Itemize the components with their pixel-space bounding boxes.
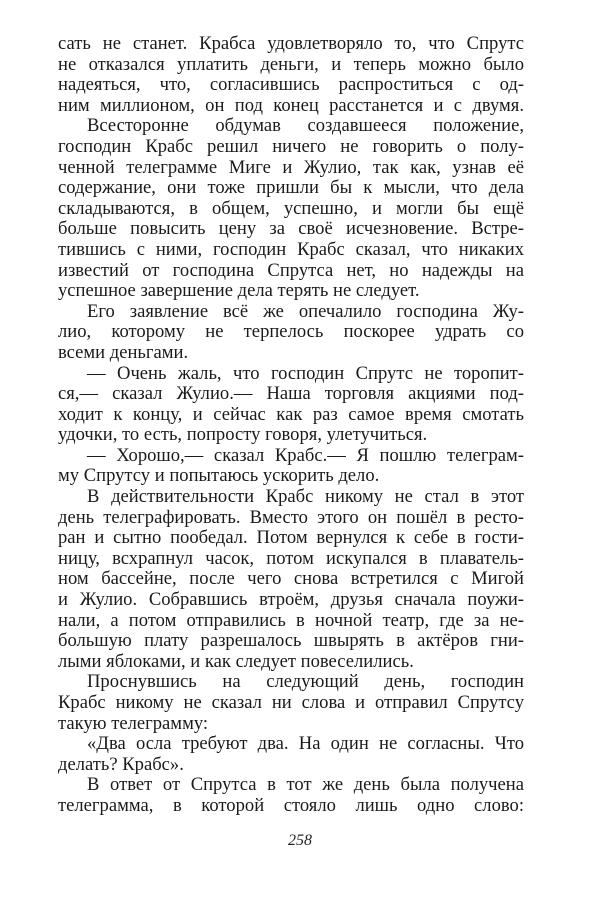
text-line: Всесторонне обдумав создавшееся положение, — [87, 115, 524, 137]
text-line: день телеграфировать. Вместо этого он пошёл в ресто- — [58, 506, 524, 528]
text-line: Его заявление всё же опечалило господина Жу- — [87, 300, 524, 322]
text-line: — Хорошо,— сказал Крабс.— Я пошлю телеграм- — [87, 444, 524, 466]
text-line: — Очень жаль, что господин Спрутс не торопит- — [87, 362, 524, 384]
text-line: больше повысить цену за своё исчезновение. Встре- — [58, 218, 524, 240]
text-line: ся,— сказал Жулио.— Наша торговля акциями под- — [58, 383, 524, 405]
text-line: В действительности Крабс никому не стал в этот — [87, 486, 524, 508]
text-line: успешное завершение дела терять не следует. — [58, 280, 420, 302]
text-line: ченной телеграмме Миге и Жулио, так как, узнав её — [58, 156, 524, 178]
text-line: «Два осла требуют два. На один не согласны. Что — [87, 733, 524, 755]
text-line: Проснувшись на следующий день, господин — [87, 671, 524, 693]
text-line: большую плату разрешалось швырять в актёров гни- — [58, 630, 524, 652]
text-line: ном бассейне, после чего снова встретился с Мигой — [58, 568, 524, 590]
text-line: всеми деньгами. — [58, 341, 189, 363]
page-body-text — [58, 34, 524, 817]
text-line: ницу, всхрапнул часок, потом искупался в плаватель- — [58, 547, 524, 569]
text-line: известий от господина Спрутса нет, но надежды на — [58, 259, 524, 281]
text-line: Крабс никому не сказал ни слова и отправил Спрутсу — [58, 692, 524, 713]
text-line: лио, которому не терпелось поскорее удрать со — [58, 321, 524, 343]
text-line: сать не станет. Крабса удовлетворяло то, что Спрутс — [58, 33, 524, 54]
text-line: тившись с ними, господин Крабс сказал, что никаких — [58, 238, 524, 260]
text-line: удочки, то есть, попросту говоря, улетучиться. — [58, 424, 428, 446]
text-line: нали, а потом отправились в ночной театр, где за не- — [58, 609, 524, 631]
text-line: не отказался уплатить деньги, и теперь можно было — [58, 53, 524, 75]
text-line: содержание, они тоже пришли бы к мысли, что дела — [58, 177, 524, 199]
text-line: надеяться, что, согласившись распроститься с од- — [58, 74, 524, 96]
text-line: телеграмма, в которой стояло лишь одно слово: — [58, 794, 524, 816]
text-line: господин Крабс решил ничего не говорить о полу- — [58, 135, 524, 157]
text-line: складываются, в общем, успешно, и могли бы ещё — [58, 197, 524, 219]
text-line: и Жулио. Собравшись втроём, друзья сначала поужи- — [58, 589, 524, 611]
text-line: ран и сытно пообедал. Потом вернулся к себе в гости- — [58, 527, 524, 549]
page-number: 258 — [288, 832, 312, 849]
text-line: му Спрутсу и попытаюсь ускорить дело. — [58, 465, 380, 487]
text-line: ним миллионом, он под конец расстанется и с двумя. — [58, 94, 524, 116]
text-line: делать? Крабс». — [58, 753, 184, 775]
text-line: ходит к концу, и сейчас как раз самое время смотать — [58, 403, 524, 425]
text-line: В ответ от Спрутса в тот же день была получена — [87, 774, 524, 796]
text-line: такую телеграмму: — [58, 712, 209, 734]
text-line: лыми яблоками, и как следует повеселились. — [58, 650, 414, 672]
